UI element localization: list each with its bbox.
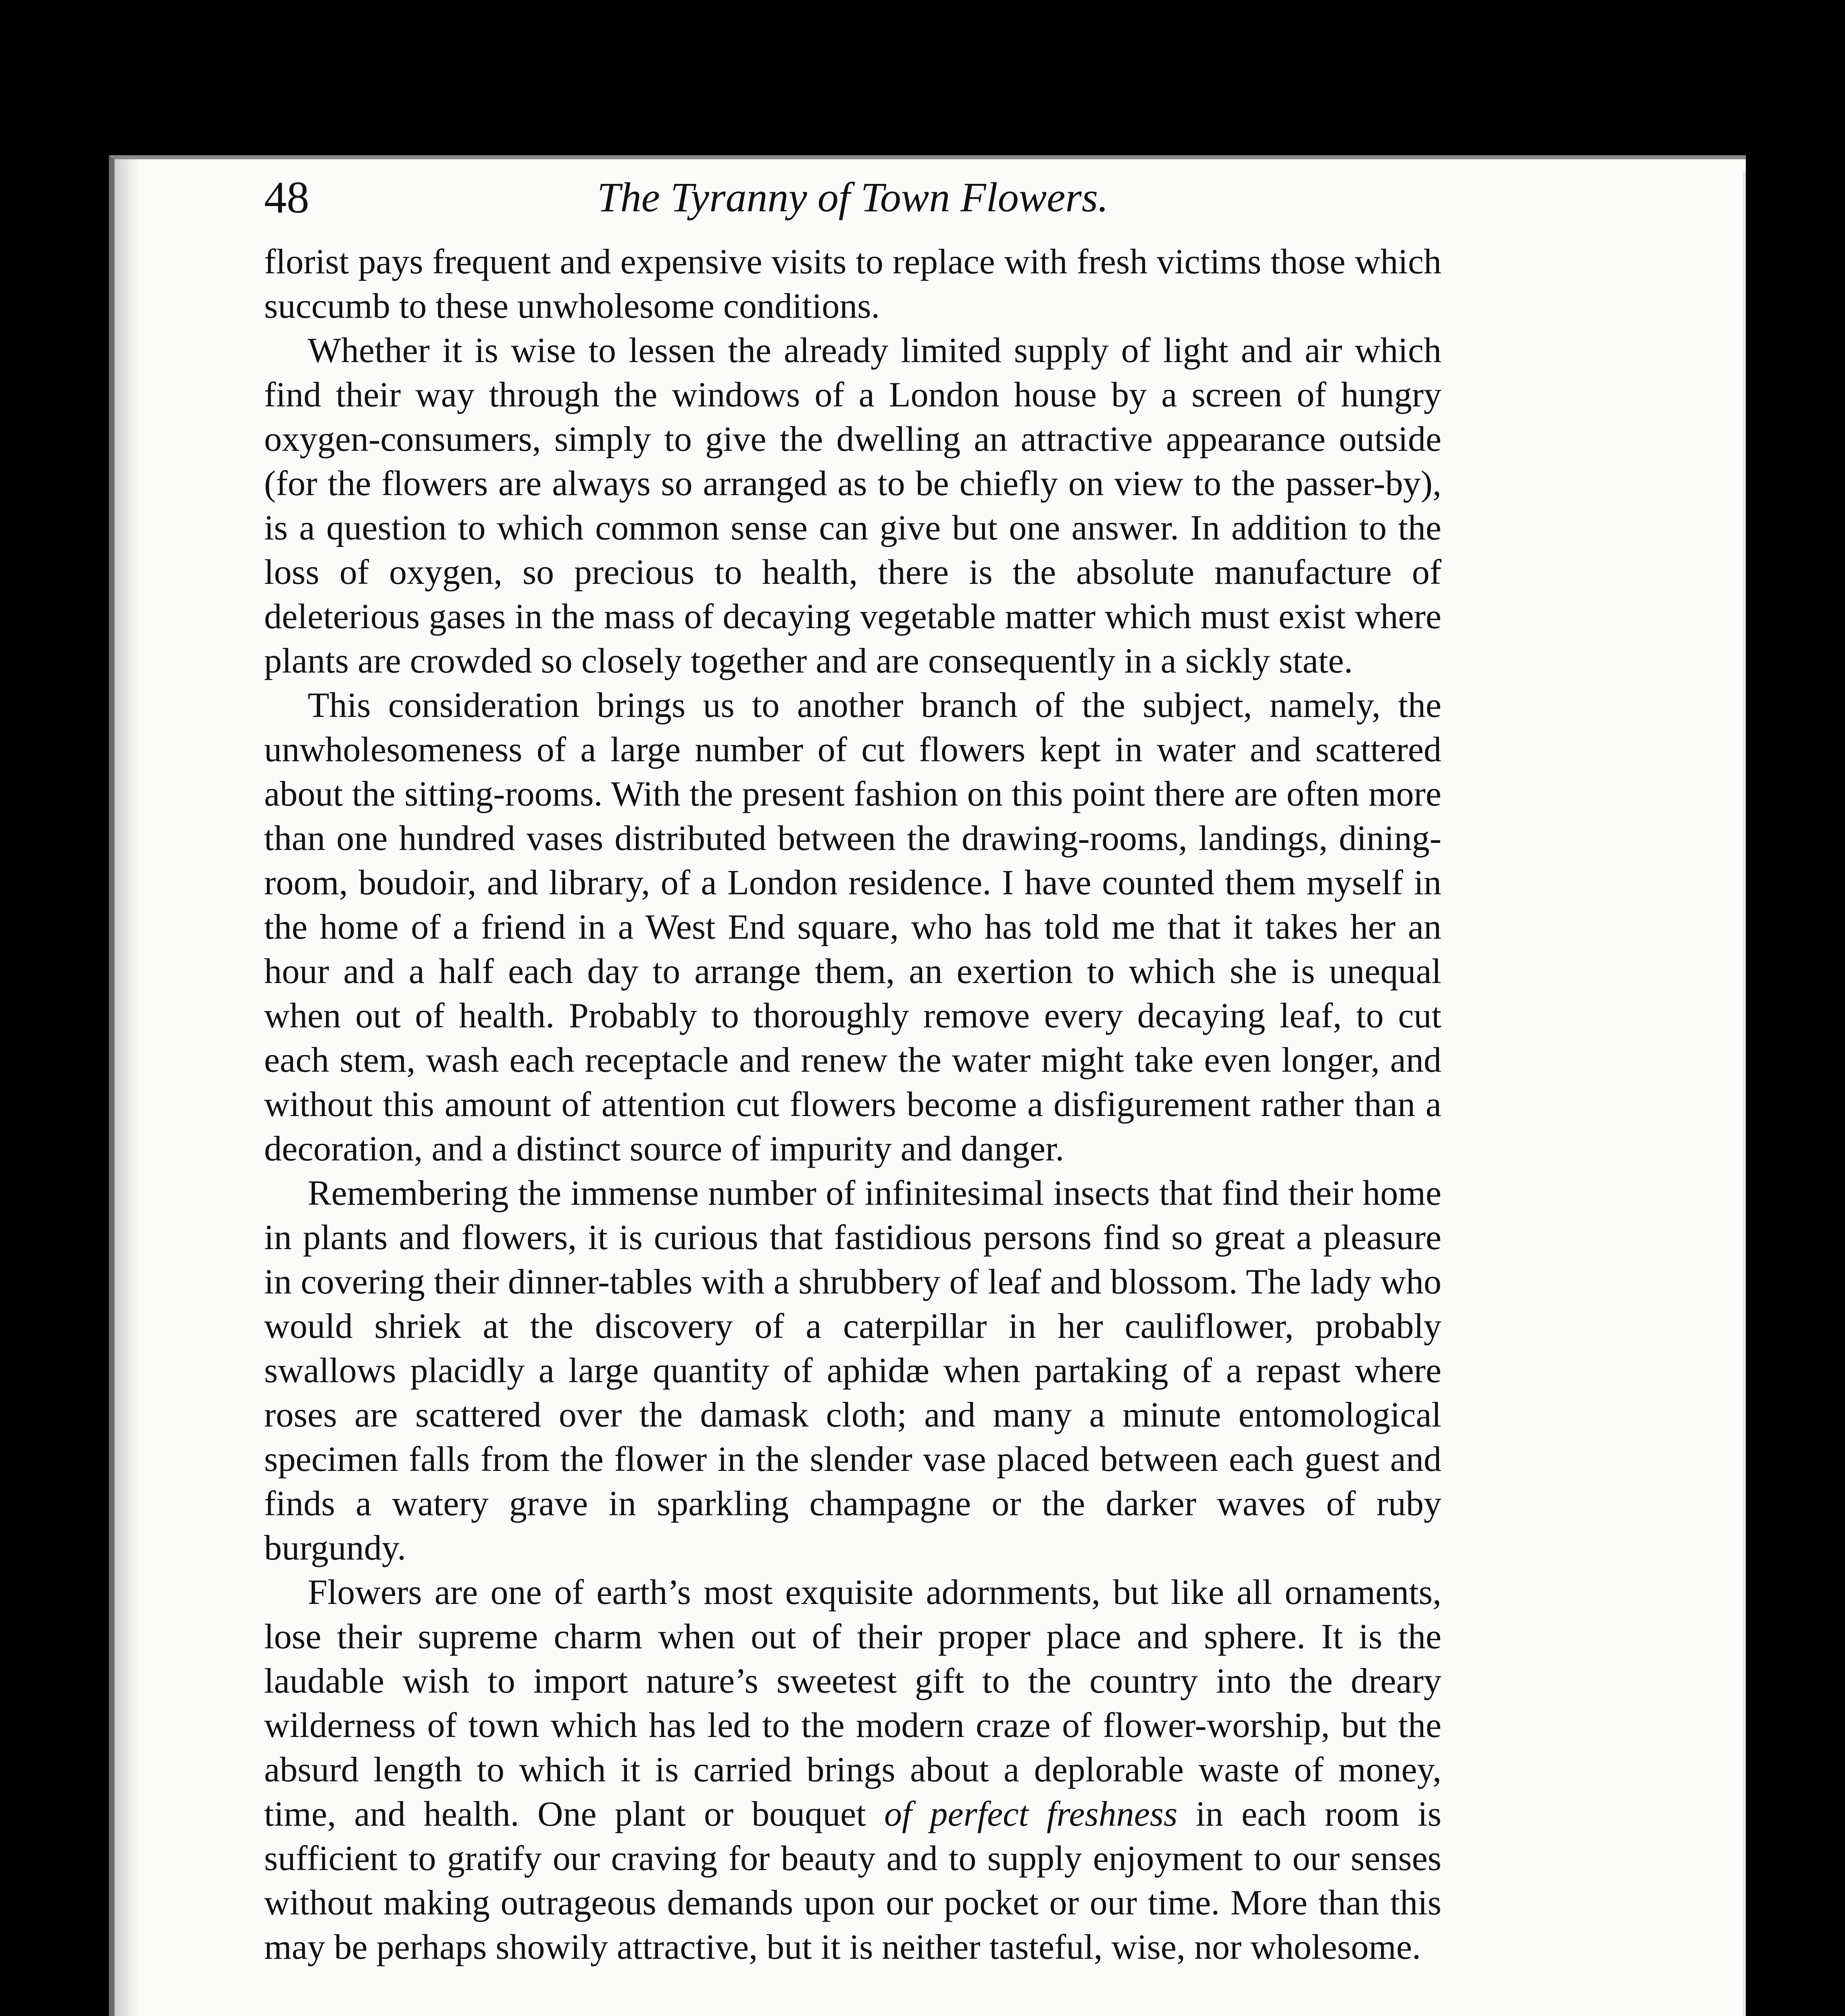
paragraph-4: Remembering the immense number of infinitesimal insects that find their home in plants and flowers, it is curious that fastidious persons find so great a pleasure in covering their dinner-tables with a shrubbery of leaf and blossom. The lady who would shriek at the discovery of a caterpillar in her cauliflower, probably swallows placidly a large quantity of aphidæ when partaking of a repast where roses are scattered over the damask cloth; and many a minute entomological specimen falls from the flower in the slender vase placed between each guest and finds a watery grave in sparkling champagne or the darker waves of ruby burgundy. <box>264 1174 1441 1568</box>
paragraph-2: Whether it is wise to lessen the already limited supply of light and air which find their way through the windows of a London house by a screen of hungry oxygen-consumers, simply to give the dwelling an attractive appearance outside (for the flowers are always so arranged as to be chiefly on view to the passer-by), is a question to which common sense can give but one answer. In addition to the loss of oxygen, so precious to health, there is the absolute manufacture of deleterious gases in the mass of decaying vegetable matter which must exist where plants are crowded so closely together and are consequently in a sickly state. <box>264 331 1441 681</box>
paragraph-5-text-before: Flowers are one of earth’s most exquisite adornments, but like all ornaments, lose their supreme charm when out of their proper place and sphere. It is the laudable wish to import nature’s sweetest gift to the country into the dreary wilderness of town which has led to the modern craze of flower-worship, but the absurd length to which it is carried brings about a deplorable waste of money, time, and health. One plant or bouquet <box>264 1573 1441 1834</box>
paragraph-3: This consideration brings us to another branch of the subject, namely, the unwholesomeness of a large number of cut flowers kept in water and scattered about the sitting-rooms. With the present fashion on this point there are often more than one hundred vases distributed between the drawing-rooms, landings, dining-room, boudoir, and library, of a London residence. I have counted them myself in the home of a friend in a West End square, who has told me that it takes her an hour and a half each day to arrange them, an exertion to which she is unequal when out of health. Probably to thoroughly remove every decaying leaf, to cut each stem, wash each receptacle and renew the water might take even longer, and without this amount of attention cut flowers become a disfigurement rather than a decoration, and a distinct source of impurity and danger. <box>264 686 1441 1168</box>
page-number: 48 <box>264 173 309 223</box>
running-title: The Tyranny of Town Flowers. <box>597 174 1109 221</box>
paragraph-5-text-after: in each room is sufficient to gratify our craving for beauty and to supply enjoyment to our senses without making outrageous demands upon our pocket or our time. More than this may be perhaps showily attractive, but it is neither tasteful, wise, nor wholesome. <box>264 1795 1442 1967</box>
page-gutter-shadow <box>115 159 139 2016</box>
page-right-edge <box>1743 171 1763 2016</box>
running-head <box>264 169 1441 226</box>
paragraph-1: florist pays frequent and expensive visits to replace with fresh victims those which succumb to these unwholesome conditions. <box>264 242 1441 326</box>
body-text <box>264 240 1441 1970</box>
paragraph-5 <box>264 1570 1441 1970</box>
paragraph-5-italic: of perfect freshness <box>884 1795 1178 1834</box>
